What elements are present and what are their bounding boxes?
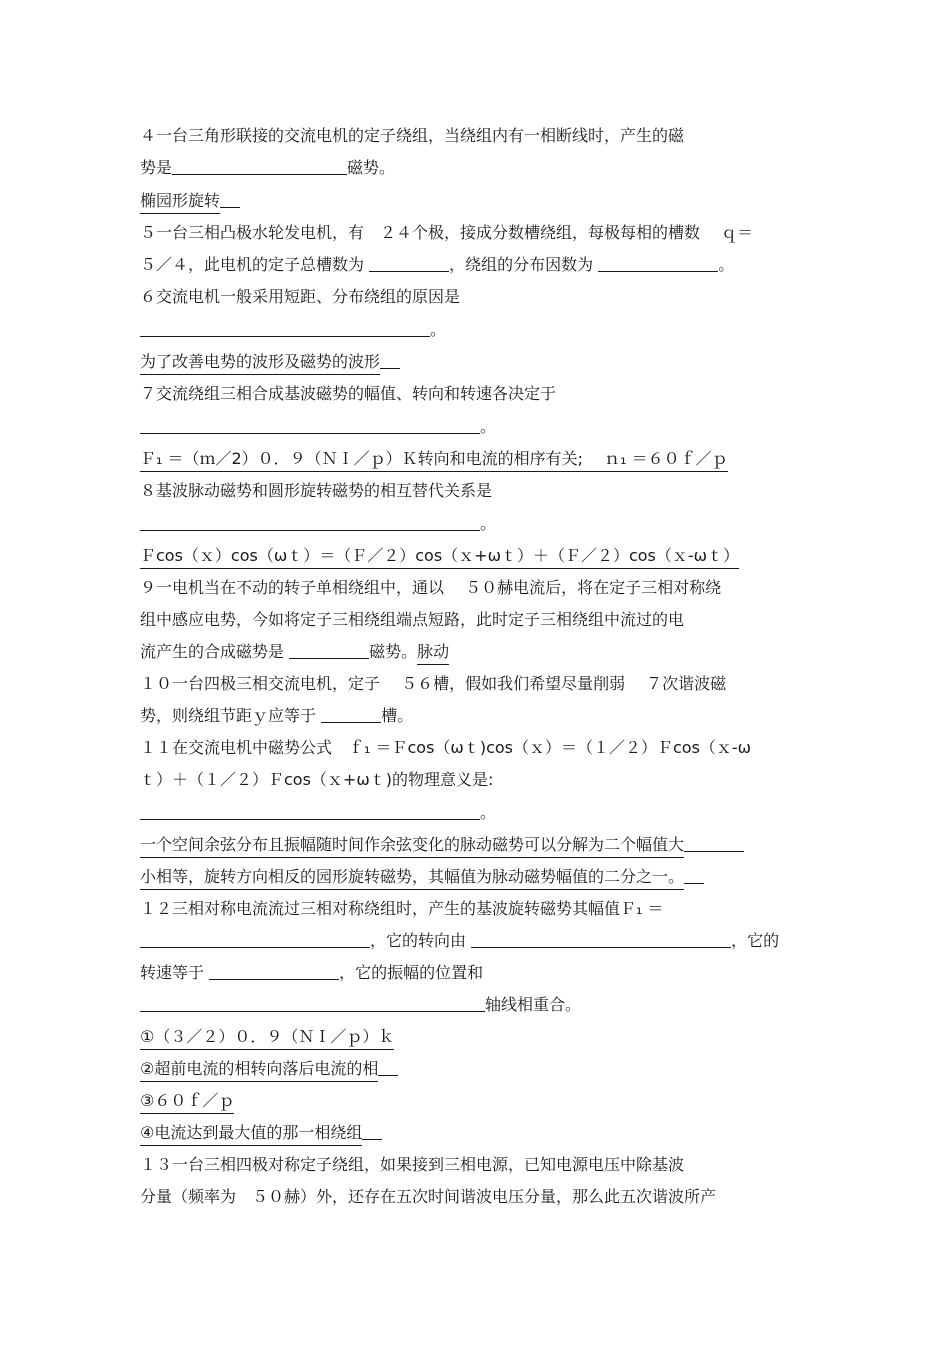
answer-12-2-tail xyxy=(378,1057,398,1076)
answer-8-row xyxy=(140,541,810,571)
question-12-line-1: １２三相对称电流流过三相对称绕组时，产生的基波旋转磁势其幅值Ｆ₁ ＝ xyxy=(140,899,664,918)
question-12-blank-direction xyxy=(471,929,731,948)
question-12-blank-axis xyxy=(140,993,485,1012)
question-8-line-2 xyxy=(140,509,810,539)
question-8-line-1: ８基波脉动磁势和圆形旋转磁势的相互替代关系是 xyxy=(140,481,493,500)
answer-6: 为了改善电势的波形及磁势的波形 xyxy=(140,350,380,375)
answer-6-tail xyxy=(380,350,400,369)
question-9-line-3 xyxy=(140,637,810,667)
question-11-blank xyxy=(140,801,480,820)
question-6-blank xyxy=(140,318,430,337)
question-5-line-2 xyxy=(140,250,810,280)
answer-12-row-4 xyxy=(140,1118,810,1148)
answer-12-row-1 xyxy=(140,1022,810,1052)
question-12-text-3: 转速等于 xyxy=(140,963,205,982)
answer-4: 椭园形旋转 xyxy=(140,189,220,214)
question-11-line-3 xyxy=(140,798,810,828)
question-12-text-5: 轴线相重合。 xyxy=(485,995,582,1014)
question-12-line-3 xyxy=(140,958,810,988)
answer-12-2: ②超前电流的相转向落后电流的相 xyxy=(140,1057,378,1082)
question-10-line-1: １０一台四极三相交流电机，定子 ５６槽，假如我们希望尽量削弱 ７次谐波磁 xyxy=(140,674,727,693)
question-5-line-1: ５一台三相凸极水轮发电机，有 ２４个极，接成分数槽绕组，每极每相的槽数 ｑ＝ xyxy=(140,223,754,242)
question-12-blank-speed xyxy=(209,961,339,980)
question-9-line-2: 组中感应电势，今如将定子三相绕组端点短路，此时定子三相绕组中流过的电 xyxy=(140,610,685,629)
question-10-text-2: 槽。 xyxy=(381,706,414,725)
answer-12-row-3 xyxy=(140,1086,810,1116)
question-13-line-2: 分量（频率为 ５０赫）外，还存在五次时间谐波电压分量，那么此五次谐波所产 xyxy=(140,1187,717,1206)
question-4-line-2 xyxy=(140,153,810,183)
answer-12-4: ④电流达到最大值的那一相绕组 xyxy=(140,1121,362,1146)
answer-12-4-tail xyxy=(362,1121,382,1140)
question-8-blank xyxy=(140,512,480,531)
answer-8: Ｆcos（ｘ）cos（ωｔ）＝（Ｆ／２）cos（ｘ+ωｔ）＋（Ｆ／２）cos（ｘ-ωｔ） xyxy=(140,544,739,569)
question-7-blank xyxy=(140,415,480,434)
question-5-text-3: 。 xyxy=(718,255,735,274)
answer-4-tail xyxy=(220,189,240,208)
question-7-line-2 xyxy=(140,412,810,442)
question-9-line-1: ９一电机当在不动的转子单相绕组中，通以 ５０赫电流后，将在定子三相对称绕 xyxy=(140,578,722,597)
answer-11-row-1 xyxy=(140,830,810,860)
question-11-period: 。 xyxy=(480,803,497,822)
question-4-blank xyxy=(172,156,347,175)
question-4-suffix: 磁势。 xyxy=(347,158,396,177)
question-9-blank xyxy=(289,640,369,659)
question-10-text-1: 势，则绕组节距ｙ应等于 xyxy=(140,706,317,725)
answer-11-tail-2 xyxy=(684,865,704,884)
answer-12-row-2 xyxy=(140,1054,810,1084)
answer-7-row xyxy=(140,444,810,474)
question-9-text-1: 流产生的合成磁势是 xyxy=(140,642,285,661)
question-12-line-4 xyxy=(140,990,810,1020)
answer-11-tail-1 xyxy=(684,833,744,852)
answer-12-3: ③６０ｆ／ｐ xyxy=(140,1089,234,1114)
question-4-prefix: 势是 xyxy=(140,158,173,177)
question-10-blank xyxy=(321,704,381,723)
question-11-line-2: ｔ）＋（１／２）Ｆcos（ｘ+ωｔ)的物理意义是: xyxy=(140,770,494,789)
question-12-text-4: ，它的振幅的位置和 xyxy=(339,963,484,982)
answer-11-line-2: 小相等，旋转方向相反的园形旋转磁势，其幅值为脉动磁势幅值的二分之一。 xyxy=(140,865,684,890)
answer-7: Ｆ₁ ＝（ｍ／2）０．９（ＮＩ／ｐ）Ｋ转向和电流的相序有关; ｎ₁ ＝６０ｆ／ｐ xyxy=(140,447,728,472)
question-6-line-1: ６交流电机一般采用短距、分布绕组的原因是 xyxy=(140,287,461,306)
question-12-text-1: ，它的转向由 xyxy=(370,931,467,950)
question-8-period: 。 xyxy=(480,514,497,533)
question-5-text-1: ５／４，此电机的定子总槽数为 xyxy=(140,255,365,274)
answer-11-line-1: 一个空间余弦分布且振幅随时间作余弦变化的脉动磁势可以分解为二个幅值大 xyxy=(140,833,684,858)
question-5-blank-factor xyxy=(598,253,718,272)
question-7-period: 。 xyxy=(480,417,497,436)
answer-4-row xyxy=(140,186,810,216)
question-6-line-2 xyxy=(140,315,810,345)
question-13-line-1: １３一台三相四极对称定子绕组，如果接到三相电源，已知电源电压中除基波 xyxy=(140,1155,685,1174)
question-5-text-2: ，绕组的分布因数为 xyxy=(449,255,594,274)
question-12-line-2 xyxy=(140,926,810,956)
answer-11-row-2 xyxy=(140,862,810,892)
answer-9: 脉动 xyxy=(417,640,449,665)
question-7-line-1: ７交流绕组三相合成基波磁势的幅值、转向和转速各决定于 xyxy=(140,384,557,403)
answer-6-row xyxy=(140,347,810,377)
question-4-line-1: ４一台三角形联接的交流电机的定子绕组，当绕组内有一相断线时，产生的磁 xyxy=(140,126,685,145)
answer-12-1: ①（３／２）０．９（ＮＩ／ｐ）ｋ xyxy=(140,1025,394,1050)
question-9-text-2: 磁势。 xyxy=(369,642,418,661)
question-12-text-2: ，它的 xyxy=(731,931,780,950)
question-5-blank-slots xyxy=(369,253,449,272)
question-10-line-2 xyxy=(140,701,810,731)
question-12-blank-amplitude xyxy=(140,929,370,948)
question-6-period: 。 xyxy=(430,320,447,339)
question-11-line-1: １１在交流电机中磁势公式 ｆ₁ ＝Ｆcos（ωｔ)cos（ｘ）＝（１／２）Ｆcos（ｘ-ω xyxy=(140,738,752,757)
